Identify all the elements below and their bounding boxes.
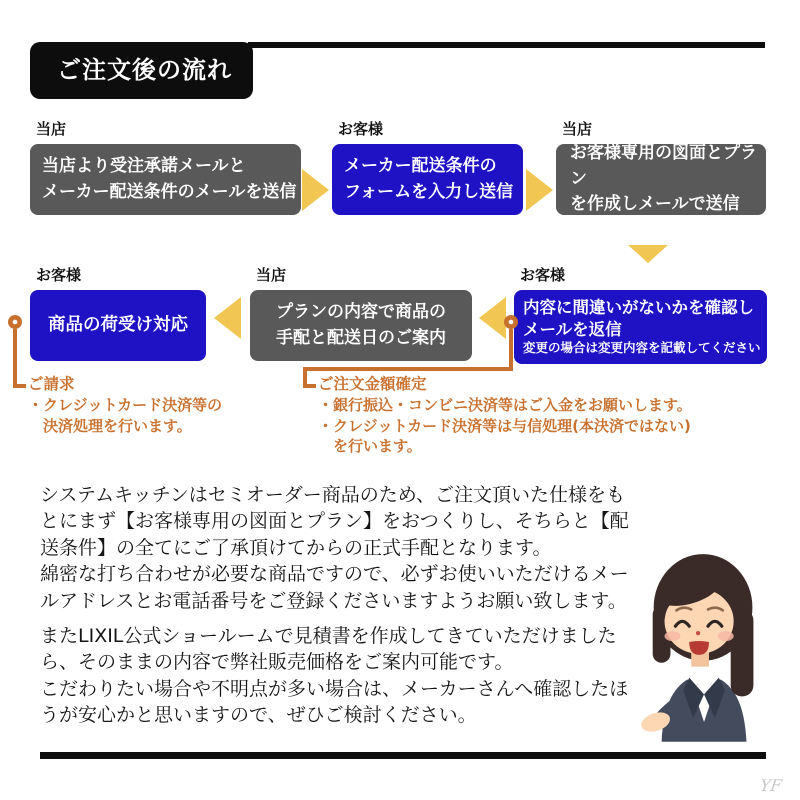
flow-box-receive-goods bbox=[30, 290, 206, 361]
flow-box-line: を作成しメールで送信 bbox=[570, 194, 740, 215]
flow-step-customer-3 bbox=[30, 265, 206, 361]
annotation-line: ・クレジットカード決済等の bbox=[28, 396, 223, 414]
header-rule bbox=[248, 42, 765, 48]
flow-box-plan-mail bbox=[556, 144, 766, 215]
page-title: ご注文後の流れ bbox=[30, 42, 253, 99]
annotation-line: を行います。 bbox=[333, 437, 422, 455]
flow-step-shop-2 bbox=[556, 119, 766, 215]
flow-box-line: プランの内容で商品の bbox=[276, 302, 446, 322]
actor-label: 当店 bbox=[562, 120, 593, 138]
arrow-right-icon bbox=[526, 169, 553, 211]
actor-label: 当店 bbox=[36, 120, 67, 138]
actor-label: お客様 bbox=[338, 120, 384, 138]
flow-step-customer-1 bbox=[332, 119, 523, 215]
flow-box-line: メーカー配送条件の bbox=[344, 156, 497, 176]
flow-box-order-confirmation-mail bbox=[30, 144, 301, 215]
flow-box-line: 手配と配送日のご案内 bbox=[276, 327, 446, 348]
actor-label: お客様 bbox=[36, 266, 82, 284]
flow-box-line: メールを返信 bbox=[523, 319, 622, 339]
businesswoman-illustration bbox=[628, 544, 786, 742]
flow-box-note: 変更の場合は変更内容を記載してください bbox=[523, 340, 761, 356]
annotation-billing bbox=[28, 374, 222, 436]
annotation-title: ご注文金額確定 bbox=[318, 375, 427, 393]
annotation-title: ご請求 bbox=[28, 375, 75, 393]
flow-box-line: 当店より受注承諾メールと bbox=[42, 156, 246, 176]
description-paragraph: こだわりたい場合や不明点が多い場合は、メーカーさんへ確認したほうが安心かと思いますので、ぜひご検討ください。 bbox=[40, 677, 629, 727]
flow-box-arrange-delivery bbox=[250, 290, 472, 361]
watermark: YF bbox=[758, 776, 784, 795]
flow-box-delivery-form bbox=[332, 144, 523, 215]
flow-step-shop-1 bbox=[30, 119, 301, 215]
annotation-line: ・銀行振込・コンビニ決済等はご入金をお願いします。 bbox=[318, 396, 692, 414]
flow-box-line: メーカー配送条件のメールを送信 bbox=[42, 181, 297, 202]
flow-step-shop-3 bbox=[250, 265, 472, 361]
arrow-left-icon bbox=[214, 297, 241, 339]
description-paragraph: システムキッチンはセミオーダー商品のため、ご注文頂いた仕様をもとにまず【お客様専用の図面とプラン】をおつくりし、そちらと【配送条件】の全てにご了承頂けてからの正式手配となります。 bbox=[40, 484, 629, 559]
flow-box-line: フォームを入力し送信 bbox=[344, 181, 514, 202]
flow-box-line: 内容に間違いがないかを確認し bbox=[523, 297, 754, 317]
flow-box-line: お客様専用の図面とプラン bbox=[570, 143, 757, 189]
annotation-order-amount bbox=[318, 374, 692, 457]
arrow-right-icon bbox=[302, 169, 329, 211]
flow-box-confirm-reply bbox=[514, 290, 767, 364]
flow-box-line: 商品の荷受け対応 bbox=[48, 315, 188, 336]
flow-step-customer-2 bbox=[514, 265, 767, 364]
footer-rule bbox=[40, 752, 766, 759]
annotation-line: ・クレジットカード決済等は与信処理(本決済ではない) bbox=[318, 416, 691, 435]
arrow-down-icon bbox=[628, 245, 668, 263]
description-text bbox=[40, 482, 636, 729]
annotation-line: 決済処理を行います。 bbox=[43, 416, 192, 435]
actor-label: お客様 bbox=[520, 266, 566, 284]
description-paragraph: またLIXIL公式ショールームで見積書を作成してきていただけましたら、そのままの内容で弊社販売価格をご案内可能です。 bbox=[40, 625, 617, 674]
arrow-left-icon bbox=[479, 297, 506, 339]
description-paragraph: 綿密な打ち合わせが必要な商品ですので、必ずお使いいただけるメールアドレスとお電話番号をご登録くださいますようお願い致します。 bbox=[40, 563, 629, 612]
actor-label: 当店 bbox=[256, 266, 287, 284]
